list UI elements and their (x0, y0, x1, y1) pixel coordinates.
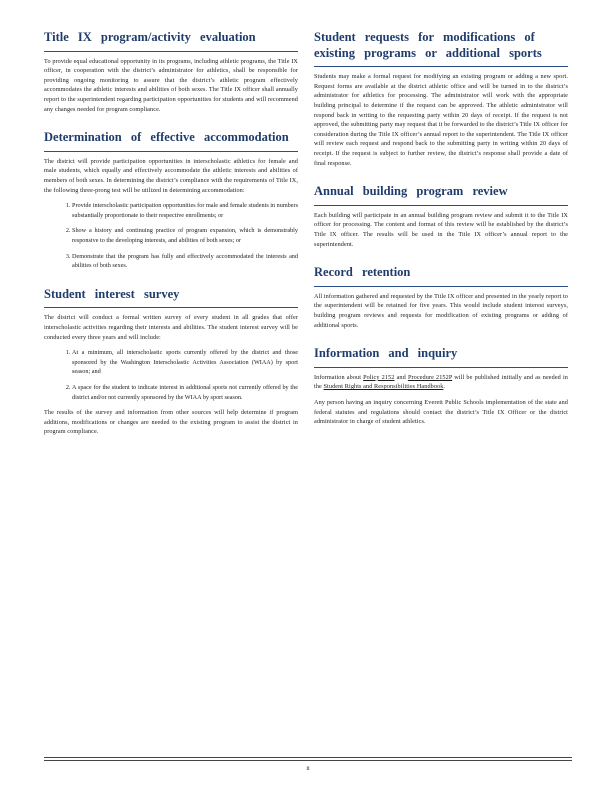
paragraph: The district will conduct a formal written survey of every student in all grades that offer interscholastic activities regarding their interests and abilities. The student interest survey will be conducted every three years and will include: (44, 314, 298, 341)
section-heading: Student interest survey (44, 287, 298, 309)
section-annual-review (314, 184, 568, 249)
section-heading: Determination of effective accommodation (44, 130, 298, 152)
paragraph (314, 373, 568, 392)
paragraph: Each building will participate in an annual building program review and submit it to the Title IX officer for processing. The content and format of this review will be established by the district’s Title IX officer. The results will be used in the Title IX officer’s annual report to the superintendent. (314, 211, 568, 248)
text-fragment: . (443, 383, 446, 391)
list-item: 2. A space for the student to indicate interest in additional sports not currently offered by the district and/or not currently sponsored by the WIAA by sport season. (72, 383, 298, 402)
paragraph: Any person having an inquiry concerning Everett Public Schools implementation of the state and federal statutes and regulations should contact the district’s Title IX Officer or the district administrator in charge of student athletics. (314, 399, 568, 426)
procedure-link[interactable]: Procedure 2152P (407, 373, 453, 381)
right-column (314, 30, 568, 443)
section-record-retention (314, 265, 568, 330)
page-number: ii (306, 766, 310, 772)
section-heading: Annual building program review (314, 184, 568, 206)
section-student-requests (314, 30, 568, 168)
list-item: 2. Show a history and continuing practice of program expansion, which is demonstrably responsive to the developing interests, and abilities of both sexes; or (72, 226, 298, 245)
handbook-link[interactable]: Student Rights and Responsibilities Handbook (323, 383, 444, 391)
list-item: 3. Demonstrate that the program has fully and effectively accommodated the interests and abilities of both sexes. (72, 252, 298, 271)
section-heading: Information and inquiry (314, 346, 568, 368)
numbered-list (44, 348, 298, 402)
footer-divider (44, 757, 572, 758)
list-item: 1. At a minimum, all interscholastic sports currently offered by the district and those sponsored by the Washington Interscholastic Activities Association (WIAA) by sport season; and (72, 348, 298, 377)
section-heading: Record retention (314, 265, 568, 287)
section-effective-accommodation (44, 130, 298, 271)
paragraph: The results of the survey and information from other sources will help determine if program additions, modifications or changes are needed to the existing program to assist the district in program compliance. (44, 409, 298, 436)
paragraph: Students may make a formal request for modifying an existing program or adding a new sport. Request forms are available at the district athletic office and will be turned in to the district’s administrator for athletics for processing. The administrator will work with the appropriate building principal to determine if the request can be approved. The athletic administrator will respond back in writing to the requesting party within 20 days of receipt. If the request is not approved, the submitting party may request that it be forwarded to the district’s Title IX officer for consideration during the Title IX officer’s annual report to the superintendent. The Title IX officer will review each request and respond back to the submitting party in writing within 20 days of receipt. If the request is subject to further review, the district’s response shall provide a date of final response. (314, 73, 568, 167)
list-item: 1. Provide interscholastic participation opportunities for male and female students in numbers substantially proportionate to their respective enrollments; or (72, 201, 298, 220)
section-information-inquiry (314, 346, 568, 427)
policy-link[interactable]: Policy 2152 (363, 373, 395, 381)
paragraph: The district will provide participation opportunities in interscholastic athletics for female and male students, which equally and effectively accommodate the athletic interests and abilities of members of both sexes. In determining the district’s compliance with the requirements of Title IX, the following three-prong test will be utilized in determining accommodation: (44, 157, 298, 194)
section-heading: Student requests for modifications of existing programs or additional sports (314, 30, 568, 67)
numbered-list (44, 201, 298, 271)
section-student-interest-survey (44, 287, 298, 437)
text-fragment: will be published initially and as needed in the (314, 373, 568, 391)
left-column (44, 30, 298, 453)
section-heading: Title IX program/activity evaluation (44, 30, 298, 52)
paragraph: All information gathered and requested by the Title IX officer and presented in the yearly report to the superintendent will be retained for five years. This would include student interest surveys, building program reviews and requests for modification of existing programs or adding of additional sports. (314, 292, 568, 329)
footer-divider (44, 760, 572, 761)
section-title-ix-evaluation (44, 30, 298, 114)
text-fragment: Information about (314, 373, 364, 381)
paragraph: To provide equal educational opportunity in its programs, including athletic programs, the Title IX officer, in cooperation with the district’s administrator for athletics, shall be responsible for providing ongoing monitoring to assure that the district’s athletic program effectively accommodates the athletic interests and abilities of both sexes. The Title IX officer shall annually report to the superintendent regarding participation opportunities for students and will recommend any changes needed for program compliance. (44, 57, 298, 113)
text-fragment: and (394, 373, 408, 381)
